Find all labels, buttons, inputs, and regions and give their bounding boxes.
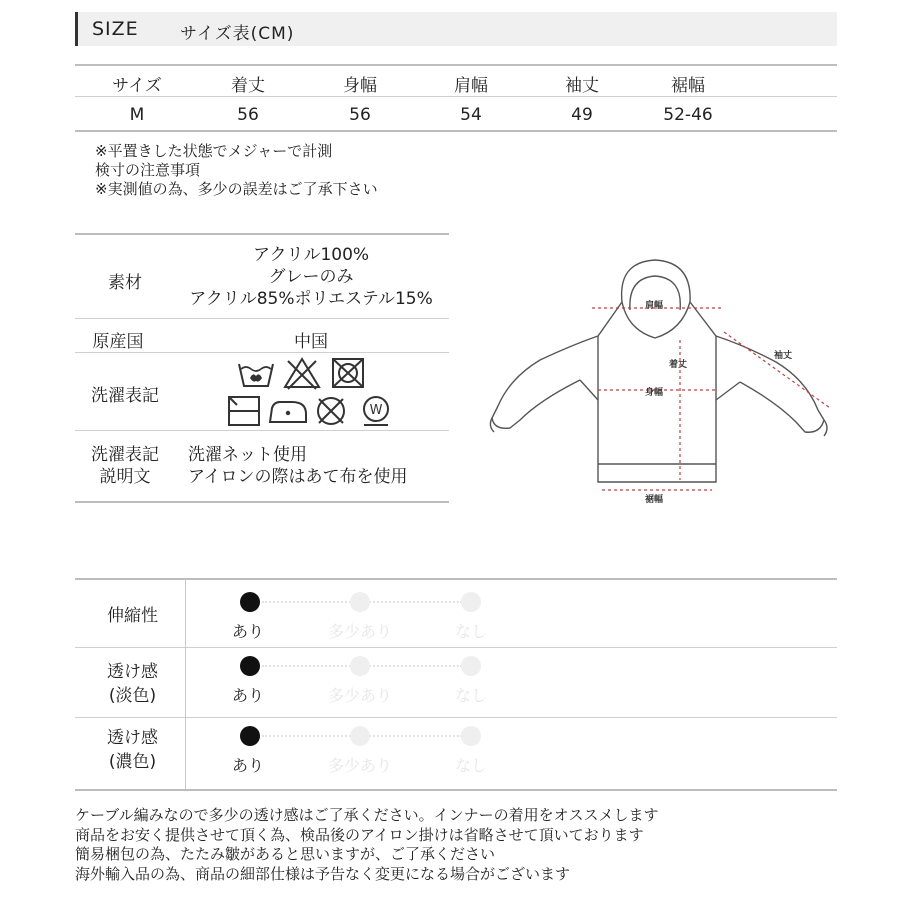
info-bottom-border bbox=[75, 501, 449, 503]
info-divider bbox=[75, 318, 449, 319]
product-notes bbox=[75, 806, 659, 884]
diagram-sleeve-label: 袖丈 bbox=[774, 351, 793, 361]
rating-option-label: なし bbox=[454, 622, 487, 641]
diagram-shoulder-label: 肩幅 bbox=[645, 301, 664, 311]
rating-label-sheer-light bbox=[75, 660, 190, 708]
col-header-length: 着丈 bbox=[231, 76, 265, 96]
rating-option-label: なし bbox=[454, 686, 487, 705]
measurement-lines bbox=[592, 308, 830, 490]
origin-label: 原産国 bbox=[92, 332, 144, 352]
care-description-label-line: 洗濯表記 bbox=[91, 445, 159, 465]
note-line: ※平置きした状態でメジャーで計測 bbox=[95, 142, 333, 160]
rating-option-label: あり bbox=[231, 686, 264, 705]
rating-dot[interactable] bbox=[240, 726, 260, 746]
rating-option-label: あり bbox=[231, 622, 264, 641]
shade-dry-icon bbox=[226, 394, 262, 428]
info-divider bbox=[75, 430, 449, 431]
cell-size: M bbox=[129, 105, 145, 125]
origin-value: 中国 bbox=[294, 332, 328, 352]
product-note-line: 海外輸入品の為、商品の細部仕様は予告なく変更になる場合がございます bbox=[75, 864, 571, 883]
product-note-line: 簡易梱包の為、たたみ皺があると思いますが、ご了承ください bbox=[75, 845, 496, 863]
rating-dot[interactable] bbox=[461, 656, 481, 676]
rating-label-line: (淡色) bbox=[108, 686, 157, 706]
wet-clean-icon bbox=[359, 394, 393, 430]
material-line: グレーのみ bbox=[268, 267, 354, 287]
material-line: アクリル100% bbox=[252, 245, 370, 265]
rating-dot[interactable] bbox=[350, 592, 370, 612]
rating-option-label: あり bbox=[231, 756, 264, 775]
cell-length: 56 bbox=[237, 105, 259, 125]
diagram-hem-label: 裾幅 bbox=[645, 495, 664, 505]
cell-hem: 52-46 bbox=[663, 105, 713, 125]
iron-low-icon bbox=[266, 396, 310, 426]
rating-label-line: 伸縮性 bbox=[107, 606, 158, 626]
table-header-divider bbox=[75, 96, 837, 97]
material-label: 素材 bbox=[108, 273, 142, 293]
rating-label-stretch bbox=[75, 604, 190, 628]
header-accent-bar bbox=[75, 12, 78, 46]
cell-sleeve: 49 bbox=[571, 105, 593, 125]
rating-dot[interactable] bbox=[240, 656, 260, 676]
care-label: 洗濯表記 bbox=[91, 386, 159, 406]
rating-dot[interactable] bbox=[350, 726, 370, 746]
no-bleach-icon bbox=[282, 356, 322, 390]
ratings-bottom-border bbox=[75, 789, 837, 791]
care-description-line: 洗濯ネット使用 bbox=[188, 445, 307, 465]
ratings-divider bbox=[75, 717, 837, 718]
rating-option-label: なし bbox=[454, 756, 487, 775]
table-bottom-border bbox=[75, 130, 837, 132]
header-subtitle: サイズ表(CM) bbox=[180, 24, 295, 44]
measurement-notes bbox=[95, 142, 378, 199]
col-header-shoulder: 肩幅 bbox=[454, 76, 488, 96]
care-description-line: アイロンの際はあて布を使用 bbox=[188, 467, 408, 487]
rating-option-label: 多少あり bbox=[327, 686, 392, 705]
info-divider bbox=[75, 352, 449, 353]
cell-shoulder: 54 bbox=[460, 105, 482, 125]
rating-label-line: (濃色) bbox=[108, 752, 157, 772]
wash-tub-icon bbox=[236, 356, 276, 390]
rating-dot[interactable] bbox=[461, 726, 481, 746]
info-top-border bbox=[75, 233, 449, 235]
no-dry-clean-icon bbox=[313, 394, 349, 428]
rating-dot[interactable] bbox=[461, 592, 481, 612]
no-tumble-dry-icon bbox=[330, 356, 366, 390]
rating-label-line: 透け感 bbox=[107, 728, 158, 748]
material-line: アクリル85%ポリエステル15% bbox=[189, 289, 433, 309]
rating-dot[interactable] bbox=[350, 656, 370, 676]
col-header-size: サイズ bbox=[112, 76, 162, 96]
rating-option-label: 多少あり bbox=[327, 756, 392, 775]
care-description-text bbox=[188, 444, 407, 488]
rating-label-line: 透け感 bbox=[107, 662, 158, 682]
table-top-border bbox=[75, 64, 837, 66]
care-description-label bbox=[55, 444, 195, 488]
rating-label-sheer-dark bbox=[75, 726, 190, 774]
rating-option-label: 多少あり bbox=[327, 622, 392, 641]
note-line: ※実測値の為、多少の誤差はご了承下さい bbox=[95, 180, 378, 198]
svg-text:W: W bbox=[369, 403, 383, 418]
care-description-label-line: 説明文 bbox=[99, 467, 151, 487]
diagram-length-label: 着丈 bbox=[669, 360, 688, 370]
note-line: 検寸の注意事項 bbox=[95, 161, 201, 179]
cell-body-width: 56 bbox=[349, 105, 371, 125]
product-note-line: 商品をお安く提供させて頂く為、検品後のアイロン掛けは省略させて頂いております bbox=[75, 825, 644, 844]
col-header-hem: 裾幅 bbox=[671, 76, 705, 96]
diagram-body-width-label: 身幅 bbox=[645, 388, 664, 398]
rating-dot[interactable] bbox=[240, 592, 260, 612]
ratings-top-border bbox=[75, 578, 837, 580]
material-values bbox=[170, 244, 452, 310]
header-title: SIZE bbox=[92, 18, 139, 40]
hoodie-outline bbox=[490, 260, 827, 482]
product-note-line: ケーブル編みなので多少の透け感はご了承ください。インナーの着用をオススメします bbox=[75, 806, 659, 824]
ratings-divider bbox=[75, 647, 837, 648]
col-header-sleeve: 袖丈 bbox=[565, 76, 599, 96]
hoodie-diagram bbox=[480, 250, 850, 510]
col-header-body-width: 身幅 bbox=[343, 76, 377, 96]
